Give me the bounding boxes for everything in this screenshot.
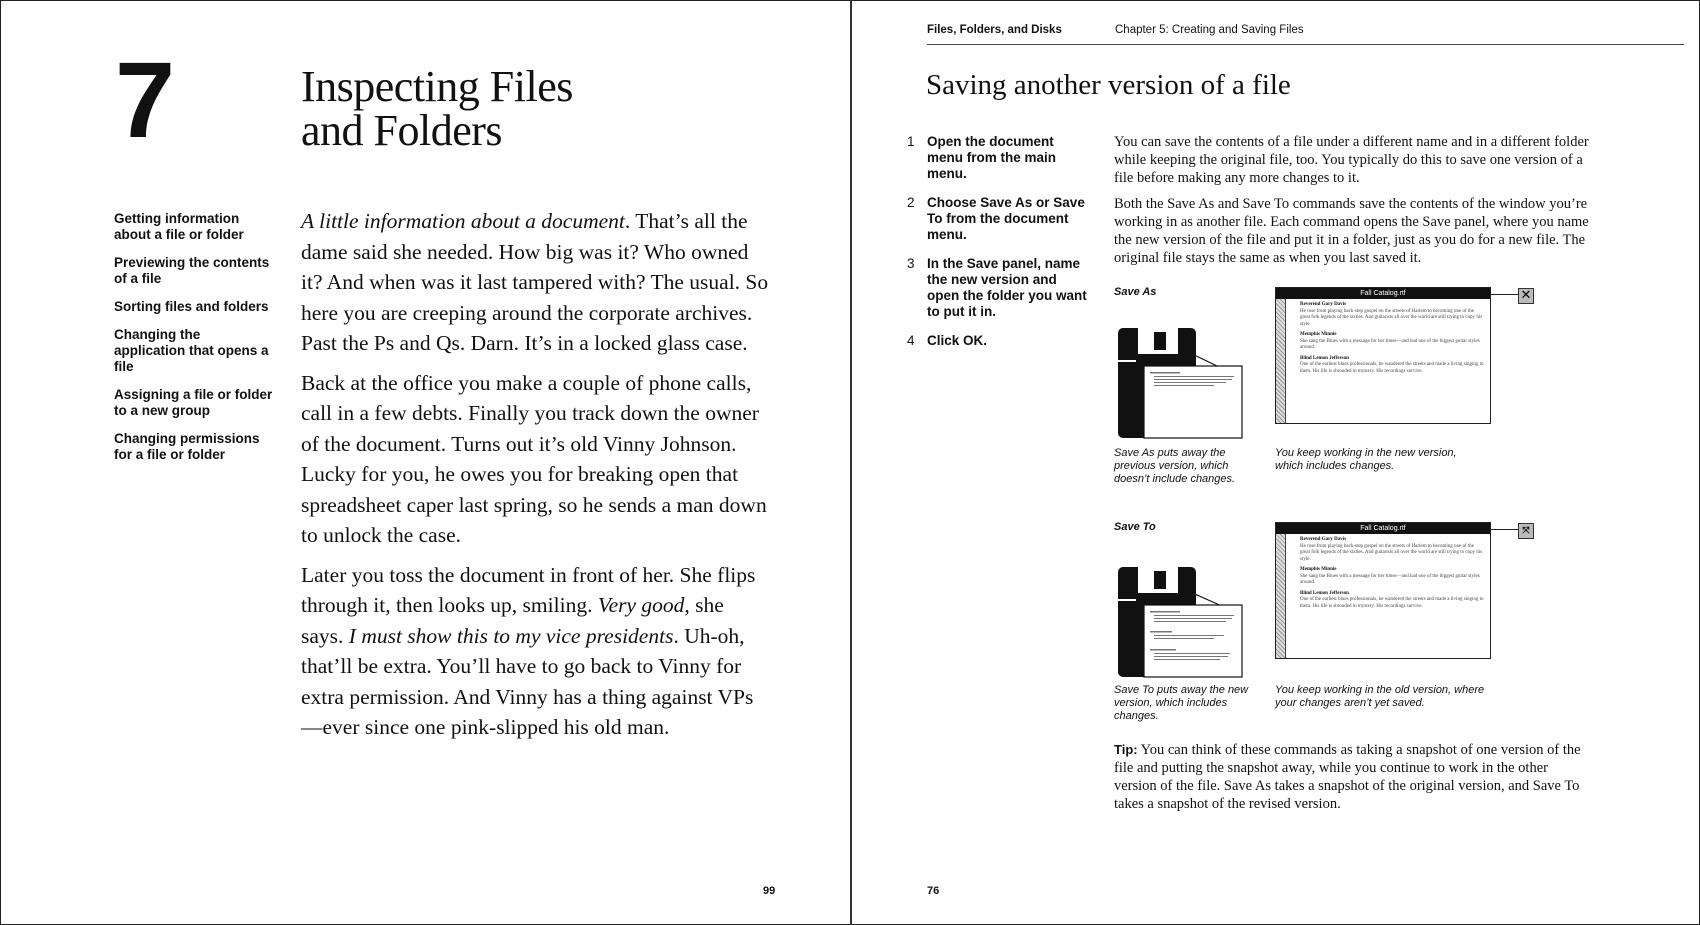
step-number: 3 — [907, 256, 915, 271]
save-as-label: Save As — [1114, 286, 1157, 298]
save-to-caption-right: You keep working in the old version, where your changes aren’t yet saved. — [1275, 684, 1485, 709]
chapter-title-line: and Folders — [301, 106, 503, 155]
window-content — [1300, 302, 1484, 375]
italic-phrase: Very good — [597, 593, 685, 617]
steps-list — [907, 134, 1087, 362]
broken-close-icon[interactable]: ⤧ — [1518, 523, 1534, 539]
close-icon[interactable]: ✕ — [1518, 288, 1534, 304]
window-title: Fall Catalog.rtf — [1360, 525, 1406, 532]
running-head-chapter: Chapter 5: Creating and Saving Files — [1115, 24, 1304, 36]
step-text: In the Save panel, name the new version and open the folder you want to put it in. — [927, 256, 1087, 319]
floppy-disk-icon — [1116, 326, 1246, 441]
toc-item: Assigning a file or folder to a new group — [114, 387, 273, 418]
step-number: 1 — [907, 134, 915, 149]
window-title-bar — [1276, 288, 1490, 299]
tip — [1114, 741, 1594, 813]
entry-name: Blind Lemon Jefferson — [1300, 590, 1349, 596]
step-item — [907, 134, 1087, 182]
right-page — [850, 0, 1700, 925]
chapter-toc — [114, 211, 274, 475]
step-number: 4 — [907, 333, 915, 348]
step-text: Choose Save As or Save To from the document menu. — [927, 195, 1085, 242]
intro-paragraph — [301, 560, 771, 743]
entry-name: Reverend Gary Davis — [1300, 537, 1347, 542]
step-item — [907, 333, 1087, 349]
entry-text: He rose from playing back-step gospel on the streets of Harlem to becoming one of the great folk legends of the sixties. And guitarists all over the world are still trying to copy his style. — [1300, 308, 1483, 327]
description-paragraph: You can save the contents of a file under a different name and in a different folder while keeping the original file, too. You typically do this to save one version of a file before making any more changes to it. — [1114, 134, 1589, 186]
save-as-caption-left: Save As puts away the previous version, which doesn’t include changes. — [1114, 447, 1236, 485]
window-content — [1300, 537, 1484, 610]
entry-name: Memphis Minnie — [1300, 567, 1337, 572]
entry-name: Reverend Gary Davis — [1300, 302, 1347, 307]
toc-item: Getting information about a file or folder — [114, 211, 244, 242]
description — [1114, 133, 1594, 275]
toc-item: Previewing the contents of a file — [114, 255, 270, 286]
page-number: 76 — [927, 885, 940, 897]
entry-name: Memphis Minnie — [1300, 332, 1337, 337]
running-head-book: Files, Folders, and Disks — [927, 24, 1062, 36]
entry-text: She sang the Blues with a message for her times—and had one of the biggest guitar styles around. — [1300, 573, 1480, 585]
callout-line — [1490, 529, 1518, 530]
entry-text: One of the earliest blues professionals, he wandered the streets and made a living singing to them. His life is shrouded in mystery. His recordings survive. — [1300, 597, 1484, 609]
entry-text: He rose from playing back-step gospel on the streets of Harlem to becoming one of the great folk legends of the sixties. And guitarists all over the world are still trying to copy his style. — [1300, 543, 1483, 562]
intro-paragraph — [301, 206, 771, 359]
floppy-disk-icon — [1116, 565, 1246, 680]
step-item — [907, 256, 1087, 320]
chapter-title — [301, 62, 751, 155]
entry-name: Blind Lemon Jefferson — [1300, 355, 1349, 361]
toc-item: Changing the application that opens a file — [114, 327, 269, 374]
chapter-title-line: Inspecting Files — [301, 62, 573, 111]
running-head — [927, 24, 1684, 45]
window-scrollbar[interactable] — [1276, 534, 1286, 658]
italic-phrase: A little information about a document — [301, 209, 625, 233]
italic-phrase: I must show this to my vice presidents — [348, 623, 674, 648]
window-title-bar — [1276, 523, 1490, 534]
step-text: Click OK. — [927, 333, 988, 348]
page-number: 99 — [763, 885, 776, 897]
entry-text: She sang the Blues with a message for her times—and had one of the biggest guitar styles around. — [1300, 338, 1480, 350]
callout-line — [1490, 294, 1518, 295]
save-as-caption-right: You keep working in the new version, which includes changes. — [1275, 447, 1457, 472]
paragraph-text: , she says. — [301, 593, 724, 648]
window-scrollbar[interactable] — [1276, 299, 1286, 423]
tip-text: You can think of these commands as taking a snapshot of one version of the file and putting the snapshot away, while you continue to work in the other version of the file. Save As takes a snapshot of the original version, and Save To takes a snapshot of the revised version. — [1114, 742, 1581, 812]
step-text: Open the document menu from the main menu. — [927, 134, 1057, 181]
step-number: 2 — [907, 195, 915, 210]
paragraph-text: . That’s all the dame said she needed. How big was it? Who owned it? And when was it last tampered with? The usual. So here you are creeping around the corporate archives. Past the Ps and Qs. Darn. It’s in a locked glass case. — [301, 209, 769, 355]
window-title: Fall Catalog.rtf — [1360, 290, 1406, 297]
save-to-label: Save To — [1114, 521, 1156, 533]
document-window — [1275, 522, 1491, 659]
paragraph-text: Later you toss the document in front of her. She flips through it, then looks up, smiling. — [301, 562, 756, 617]
entry-text: One of the earliest blues professionals, he wandered the streets and made a living singing to them. His life is shrouded in mystery. His recordings survive. — [1300, 362, 1484, 374]
intro-paragraph: Back at the office you make a couple of phone calls, call in a few debts. Finally you track down the owner of the document. Turns out it’s old Vinny Johnson. Lucky for you, he owes you for breaking open that spreadsheet caper last spring, so he sends a man down to unlock the case. — [301, 370, 767, 547]
section-title: Saving another version of a file — [926, 69, 1291, 101]
toc-item: Changing permissions for a file or folder — [114, 431, 260, 462]
tip-label: Tip: — [1114, 742, 1138, 757]
document-window — [1275, 287, 1491, 424]
description-paragraph: Both the Save As and Save To commands save the contents of the window you’re working in as another file. Each command opens the Save panel, where you name the new version of the file and put it in a folder, just as you do for a new file. The original file stays the same as when you last saved it. — [1114, 196, 1589, 266]
step-item — [907, 195, 1087, 243]
paragraph-text: . Uh-oh, that’ll be extra. You’ll have to go back to Vinny for extra permission. And Vinny has a thing against VPs—ever since one pink-slipped his old man. — [301, 623, 754, 739]
toc-item: Sorting files and folders — [114, 299, 269, 314]
intro-body — [301, 206, 771, 752]
chapter-number: 7 — [115, 39, 174, 160]
save-to-caption-left: Save To puts away the new version, which includes changes. — [1114, 684, 1249, 722]
